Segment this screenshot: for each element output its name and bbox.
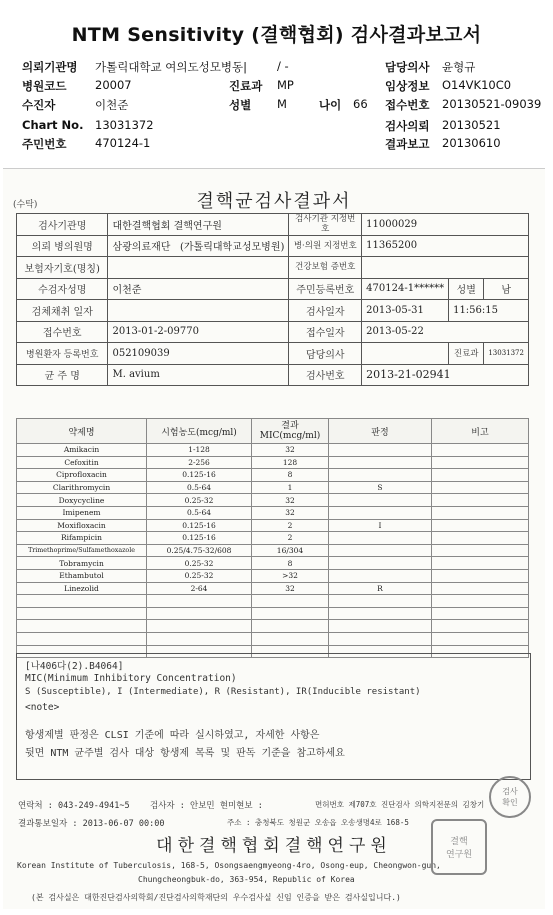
drug-table [16,418,529,658]
note-line: MIC(Minimum Inhibitory Concentration) [25,673,237,684]
receipt-label: 접수번호 [385,98,430,112]
drug-row [17,469,529,482]
footer-inspector: 검사자 : 안보민 현미현보 : [150,801,263,811]
report-title: NTM Sensitivity (결핵협회) 검사결과보고서 [71,24,482,46]
drug-row [17,544,529,557]
health-no-value [362,257,529,279]
drug-row [17,569,529,582]
test-range: 1-128 [147,444,252,457]
drug-row [17,557,529,570]
drug-row [17,444,529,457]
test-range [147,620,252,633]
remark [432,532,529,545]
sheet-dept-label: 진료과 [449,343,484,365]
rrn-value: 470124-1 [95,136,151,150]
note-line: 항생제별 판정은 CLSI 기준에 따라 실시하였고, 자세한 사항은 [25,730,320,741]
dept-value: MP [277,78,294,92]
sheet-sex-value: 남 [484,278,529,300]
designated-label: 검사기관 지정번호 [289,214,362,236]
mic-value: 8 [252,557,329,570]
drug-name: Imipenem [17,506,147,519]
drug-name: Rifampicin [17,532,147,545]
receipt-value: 20130521-09039 [442,97,542,111]
sheet-receipt-value: 2013-01-2-09770 [108,321,289,343]
sheet-dept-value: 13031372 [484,343,529,365]
hospital-paren: (가톨릭대학교성모병원) [179,242,285,254]
col-range: 시험농도(mcg/ml) [147,419,252,444]
remark [432,444,529,457]
sex-label: 성별 [229,98,252,112]
test-range: 0.125-16 [147,532,252,545]
col-note: 비고 [432,419,529,444]
insured-value [108,257,289,279]
judgement [329,544,432,557]
judgement [329,620,432,633]
dept-label: 진료과 [229,79,263,93]
judgement [329,632,432,645]
footer-license: 면허번호 제707호 진단검사 의학지전문의 김창기 [315,800,485,809]
drug-name: Linezolid [17,582,147,595]
drug-row [17,620,529,633]
drug-name: Tobramycin [17,557,147,570]
reg-no-label: 병원환자 등록번호 [17,343,108,365]
species-value: M. avium [108,364,289,386]
clinical-value: O14VK10C0 [442,78,512,92]
note-line: <note> [25,702,60,713]
remark [432,620,529,633]
test-range: 0.125-16 [147,469,252,482]
footer-address: 주소 : 충청북도 청원군 오송읍 오송생명4로 168-5 [227,818,409,827]
doctor-value: 윤형규 [442,60,476,74]
remark [432,519,529,532]
institute-seal: 결핵 연구원 [431,819,487,875]
drug-row [17,494,529,507]
footer-org-english-2: Chungcheongbuk-do, 363-954, Republic of Korea [138,875,355,884]
judgement [329,569,432,582]
scanned-result-sheet [3,168,545,909]
agency-value: 대한결핵협회 결핵연구원 [108,214,289,236]
hospital-name-value: 삼광의료재단 [112,242,171,254]
test-range: 0.25-32 [147,569,252,582]
drug-name [17,607,147,620]
drug-row [17,456,529,469]
drug-name: Ethambutol [17,569,147,582]
age-label: 나이 [319,98,342,112]
drug-name: Trimethoprime/Sulfamethoxazole [17,544,147,557]
test-range [147,595,252,608]
patient-value: 이천준 [95,98,129,112]
remark [432,632,529,645]
species-label: 균 주 명 [17,364,108,386]
col-mic: 결과 MIC(mcg/ml) [252,419,329,444]
judgement: R [329,582,432,595]
remark [432,582,529,595]
notes-box [16,653,531,780]
examinee-label: 수검자성명 [17,278,108,300]
remark [432,469,529,482]
drug-row [17,519,529,532]
drug-name: Cefoxitin [17,456,147,469]
mic-value: 1 [252,481,329,494]
drug-name: Moxifloxacin [17,519,147,532]
drug-name: Doxycycline [17,494,147,507]
sheet-sex-label: 성별 [449,278,484,300]
drug-name [17,620,147,633]
judgement [329,532,432,545]
remark [432,494,529,507]
test-range: 0.25-32 [147,494,252,507]
mic-value: 32 [252,494,329,507]
mic-value: 32 [252,444,329,457]
test-range: 0.25-32 [147,557,252,570]
doctor-label: 담당의사 [385,60,430,74]
drug-name [17,632,147,645]
hospital-code-value: 20007 [95,78,132,92]
test-time-value: 11:56:15 [449,300,529,322]
approval-seal: 검사 확인 [489,776,531,818]
collect-date-value [108,300,289,322]
note-line: S (Susceptible), I (Intermediate), R (Resistant), IR(Inducible resistant) [25,687,421,697]
test-no-label: 검사번호 [289,364,362,386]
remark [432,544,529,557]
judgement [329,456,432,469]
judgement [329,595,432,608]
test-no-value: 2013-21-02941 [362,364,529,386]
remark [432,595,529,608]
sex-value: M [277,97,287,111]
drug-row [17,607,529,620]
test-range: 0.125-16 [147,519,252,532]
drug-row [17,582,529,595]
test-range: 0.25/4.75-32/608 [147,544,252,557]
receipt-date-value: 2013-05-22 [362,321,529,343]
consignment-mark: (수탁) [13,200,38,210]
rrn-full-label: 주민등록번호 [289,278,362,300]
mic-value: >32 [252,569,329,582]
test-range: 0.5-64 [147,481,252,494]
mic-value: 2 [252,532,329,545]
slash-text: / - [277,59,289,73]
request-date-value: 20130521 [442,118,501,132]
mic-value [252,607,329,620]
insured-label: 보험자기호(명칭) [17,257,108,279]
mic-value: 32 [252,506,329,519]
receipt-date-label: 접수일자 [289,321,362,343]
drug-row [17,595,529,608]
mic-value: 128 [252,456,329,469]
report-date-label: 결과보고 [385,137,430,151]
judgement [329,494,432,507]
test-range [147,607,252,620]
drug-name: Clarithromycin [17,481,147,494]
judgement [329,607,432,620]
clinical-label: 임상정보 [385,79,430,93]
hospital-code-label: 병원코드 [22,79,67,93]
age-value: 66 [353,97,368,111]
mic-value [252,620,329,633]
remark [432,569,529,582]
drug-name: Ciprofloxacin [17,469,147,482]
request-date-label: 검사의뢰 [385,119,430,133]
mic-value: 8 [252,469,329,482]
drug-row [17,532,529,545]
mic-value: 16/304 [252,544,329,557]
footer-org-english-1: Korean Institute of Tuberculosis, 168-5, Osongsaengmyeong-4ro, Osong-eup, Cheongwon-gun, [17,861,441,870]
test-date-value: 2013-05-31 [362,300,449,322]
remark [432,481,529,494]
mic-value: 32 [252,582,329,595]
collect-date-label: 검체채취 일자 [17,300,108,322]
judgement [329,469,432,482]
drug-row [17,506,529,519]
drug-name: Amikacin [17,444,147,457]
examinee-value: 이천준 [108,278,289,300]
note-line: [나406다(2).B4064] [25,661,124,672]
judgement [329,557,432,570]
chart-no-label: Chart No. [22,118,84,132]
test-range [147,632,252,645]
test-range: 2-256 [147,456,252,469]
hosp-no-value: 11365200 [362,235,529,257]
drug-name [17,595,147,608]
agency-label: 검사기관명 [17,214,108,236]
sheet-doctor-value [362,343,449,365]
judgement: I [329,519,432,532]
hospital-label: 의뢰기관명 [22,60,78,74]
note-line: 뒷면 NTM 균주별 검사 대상 항생제 목록 및 판독 기준을 참고하세요 [25,748,345,759]
footer-certification: (본 검사실은 대한진단검사의학회/진단검사의학재단의 우수검사실 신임 인증을 받은 검사실입니다.) [31,893,401,902]
test-range: 2-64 [147,582,252,595]
judgement: S [329,481,432,494]
judgement [329,444,432,457]
mic-value: 2 [252,519,329,532]
hospital-value: 가톨릭대학교 여의도성모병동| [95,60,247,74]
footer-org-korean: 대한결핵협회결핵연구원 [156,836,392,856]
sheet-title: 결핵균검사결과서 [196,191,352,212]
patient-info-table [16,213,529,386]
remark [432,607,529,620]
designated-value: 11000029 [362,214,529,236]
footer-contact: 연락처 : 043-249-4941~5 [18,801,130,811]
reg-no-value: 052109039 [108,343,289,365]
col-drug: 약제명 [17,419,147,444]
patient-label: 수진자 [22,98,56,112]
rrn-label: 주민번호 [22,137,67,151]
hosp-no-label: 병·의원 지정번호 [289,235,362,257]
chart-no-value: 13031372 [95,118,154,132]
rrn-full-value: 470124-1****** [362,278,449,300]
hospital-name-label: 의뢰 병의원명 [17,235,108,257]
mic-value [252,632,329,645]
drug-row [17,481,529,494]
health-no-label: 건강보험 증번호 [289,257,362,279]
drug-row [17,632,529,645]
mic-value [252,595,329,608]
test-date-label: 검사일자 [289,300,362,322]
col-judge: 판정 [329,419,432,444]
sheet-doctor-label: 담당의사 [289,343,362,365]
test-range: 0.5-64 [147,506,252,519]
footer-report-date: 결과통보일자 : 2013-06-07 00:00 [18,819,165,829]
report-date-value: 20130610 [442,136,501,150]
remark [432,456,529,469]
remark [432,506,529,519]
sheet-receipt-label: 접수번호 [17,321,108,343]
remark [432,557,529,570]
judgement [329,506,432,519]
